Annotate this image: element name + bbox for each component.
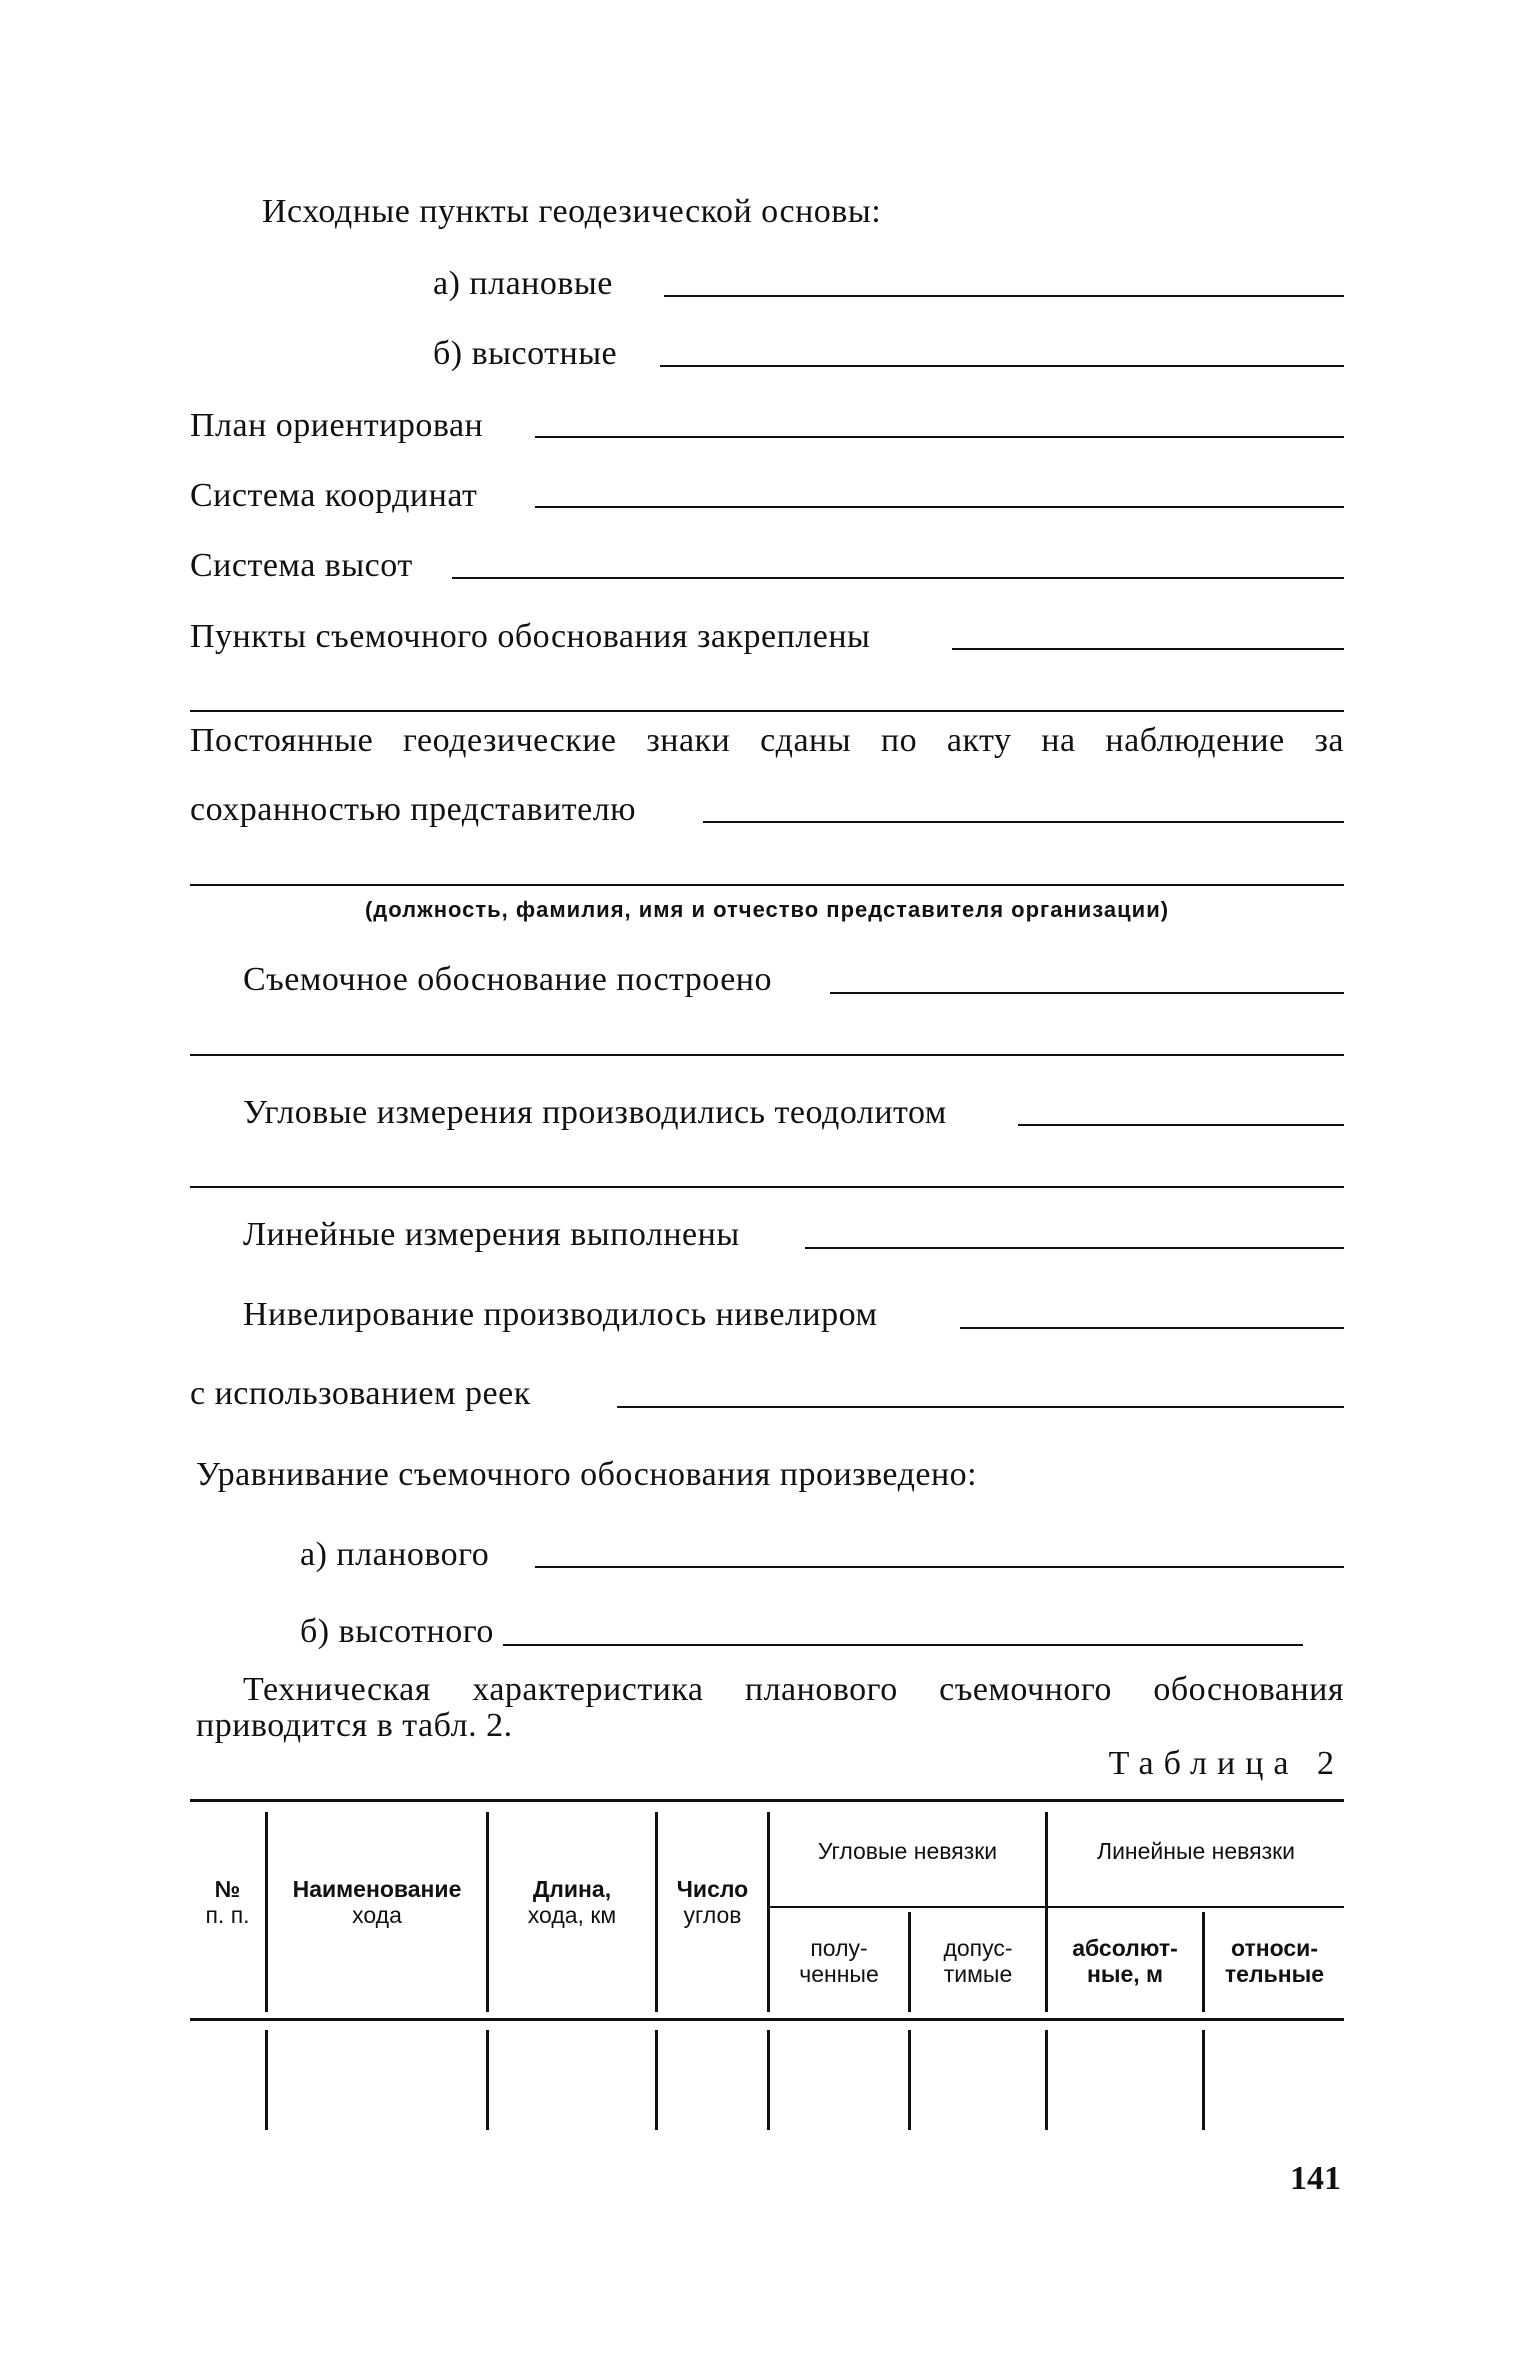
survey-built-label: Съемочное обоснование построено	[243, 961, 773, 998]
survey-built-extra-line	[190, 1054, 1344, 1056]
leveling-label: Нивелирование производилось нивелиром	[243, 1296, 878, 1333]
survey-built-fill-line	[830, 992, 1344, 994]
height-system-label: Система высот	[190, 547, 413, 584]
height-fill-line	[660, 365, 1344, 367]
adjustment-label: Уравнивание съемочного обоснования произведено:	[196, 1456, 978, 1493]
height-label: б) высотные	[433, 335, 618, 372]
th-route-length-line2: хода, км	[527, 1902, 617, 1928]
th-linear-misclosures: Линейные невязки	[1096, 1838, 1296, 1864]
representative-fill-line	[703, 821, 1344, 823]
table-body-divider	[486, 2030, 489, 2130]
linear-measurements-label: Линейные измерения выполнены	[243, 1216, 740, 1253]
points-fixed-label: Пункты съемочного обоснования закреплены	[190, 618, 871, 655]
th-route-length	[489, 1876, 655, 1928]
table-body-divider	[265, 2030, 268, 2130]
tech-characteristic-line1: Техническая характеристика планового съемочного обоснования	[243, 1671, 1344, 1708]
signs-transferred-line1: Постоянные геодезические знаки сданы по акту на наблюдение за	[190, 722, 1344, 759]
table-caption: Таблица 2	[1108, 1745, 1344, 1782]
table-body-divider	[1202, 2030, 1205, 2130]
th-route-name-line1: Наименование	[292, 1876, 462, 1902]
th-obtained-line2: ченные	[799, 1961, 879, 1987]
leveling-fill-line	[960, 1327, 1344, 1329]
table-body-divider	[655, 2030, 658, 2130]
table-body-divider	[908, 2030, 911, 2130]
th-absolute	[1048, 1935, 1202, 1987]
representative-extra-line	[190, 884, 1344, 886]
th-relative-line1: относи-	[1231, 1935, 1318, 1961]
adjustment-height-label: б) высотного	[300, 1613, 494, 1650]
tech-characteristic-line2: приводится в табл. 2.	[196, 1707, 513, 1744]
page-number: 141	[1290, 2160, 1341, 2197]
table-header-bottom-rule	[190, 2018, 1344, 2021]
points-fixed-fill-line	[952, 648, 1344, 650]
th-relative-line2: тельные	[1224, 1961, 1325, 1987]
initial-points-label: Исходные пункты геодезической основы:	[262, 193, 882, 230]
th-relative	[1205, 1935, 1344, 1987]
theodolite-fill-line	[1018, 1124, 1344, 1126]
th-allowed-line2: тимые	[943, 1961, 1013, 1987]
table-body-divider	[767, 2030, 770, 2130]
th-route-name	[268, 1876, 486, 1928]
th-number-symbol: №	[214, 1876, 241, 1902]
linear-measurements-fill-line	[805, 1247, 1344, 1249]
th-route-name-line2: хода	[352, 1902, 402, 1928]
coord-system-fill-line	[535, 506, 1344, 508]
th-allowed-line1: допус-	[943, 1935, 1013, 1961]
th-allowed	[911, 1935, 1045, 1987]
table-top-rule	[190, 1799, 1344, 1802]
th-angle-count	[658, 1876, 767, 1928]
th-angular-misclosures: Угловые невязки	[817, 1838, 998, 1864]
signs-transferred-line2: сохранностью представителю	[190, 791, 637, 828]
representative-caption: (должность, фамилия, имя и отчество представителя организации)	[364, 897, 1170, 922]
plan-oriented-label: План ориентирован	[190, 407, 484, 444]
theodolite-extra-line	[190, 1186, 1344, 1188]
adjustment-height-fill-line	[503, 1644, 1303, 1646]
planned-label: а) плановые	[433, 265, 613, 302]
with-rods-label: с использованием реек	[190, 1375, 531, 1412]
th-obtained-line1: полу-	[810, 1935, 868, 1961]
th-obtained	[770, 1935, 908, 1987]
th-absolute-line2: ные, м	[1086, 1961, 1164, 1987]
adjustment-planned-fill-line	[535, 1566, 1344, 1568]
th-number	[190, 1876, 265, 1928]
with-rods-fill-line	[617, 1406, 1344, 1408]
height-system-fill-line	[452, 577, 1344, 579]
th-angle-count-line1: Число	[676, 1876, 749, 1902]
adjustment-planned-label: а) планового	[300, 1536, 490, 1573]
points-fixed-extra-line	[190, 710, 1344, 712]
th-absolute-line1: абсолют-	[1072, 1935, 1178, 1961]
th-number-sub: п. п.	[205, 1902, 250, 1928]
plan-oriented-fill-line	[535, 436, 1344, 438]
angle-measurements-label: Угловые измерения производились теодолитом	[243, 1094, 947, 1131]
th-route-length-line1: Длина,	[532, 1876, 612, 1902]
table-body-divider	[1045, 2030, 1048, 2130]
planned-fill-line	[664, 295, 1344, 297]
coord-system-label: Система координат	[190, 477, 478, 514]
table-subheader-rule	[767, 1906, 1344, 1908]
th-angle-count-line2: углов	[683, 1902, 742, 1928]
